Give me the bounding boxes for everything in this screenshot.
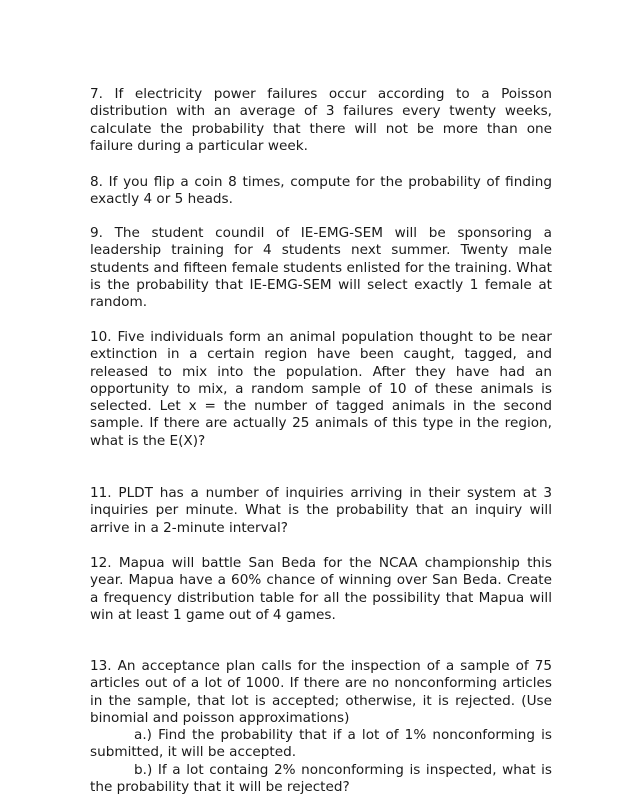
problem-11: 11. PLDT has a number of inquiries arriving in their system at 3 inquiries per minute. What is the probability that an inquiry will arrive in a 2-minute interval? xyxy=(90,485,552,536)
problem-8: 8. If you flip a coin 8 times, compute for the probability of finding exactly 4 or 5 heads. xyxy=(90,174,552,208)
problem-13-part-a: a.) Find the probability that if a lot of 1% nonconforming is submitted, it will be accepted. xyxy=(90,727,552,761)
problem-13-part-b: b.) If a lot containg 2% nonconforming is inspected, what is the probability that it will be rejected? xyxy=(90,762,552,796)
problem-10: 10. Five individuals form an animal population thought to be near extinction in a certain region have been caught, tagged, and released to mix into the population. After they have had an opportunity to mix, a random sample of 10 of these animals is selected. Let x = the number of tagged animals in the second sample. If there are actually 25 animals of this type in the region, what is the E(X)? xyxy=(90,329,552,449)
problem-12: 12. Mapua will battle San Beda for the NCAA championship this year. Mapua have a 60% chance of winning over San Beda. Create a frequency distribution table for all the possibility that Mapua will win at least 1 game out of 4 games. xyxy=(90,555,552,623)
problem-9: 9. The student coundil of IE-EMG-SEM will be sponsoring a leadership training for 4 students next summer. Twenty male students and fifteen female students enlisted for the training. What is the probability that IE-EMG-SEM will select exactly 1 female at random. xyxy=(90,225,552,311)
problem-13: 13. An acceptance plan calls for the inspection of a sample of 75 articles out of a lot of 1000. If there are no nonconforming articles in the sample, that lot is accepted; otherwise, it is rejected. (Use binomial and poisson approximations) xyxy=(90,658,552,726)
problem-7: 7. If electricity power failures occur according to a Poisson distribution with an average of 3 failures every twenty weeks, calculate the probability that there will not be more than one failure during a particular week. xyxy=(90,86,552,154)
